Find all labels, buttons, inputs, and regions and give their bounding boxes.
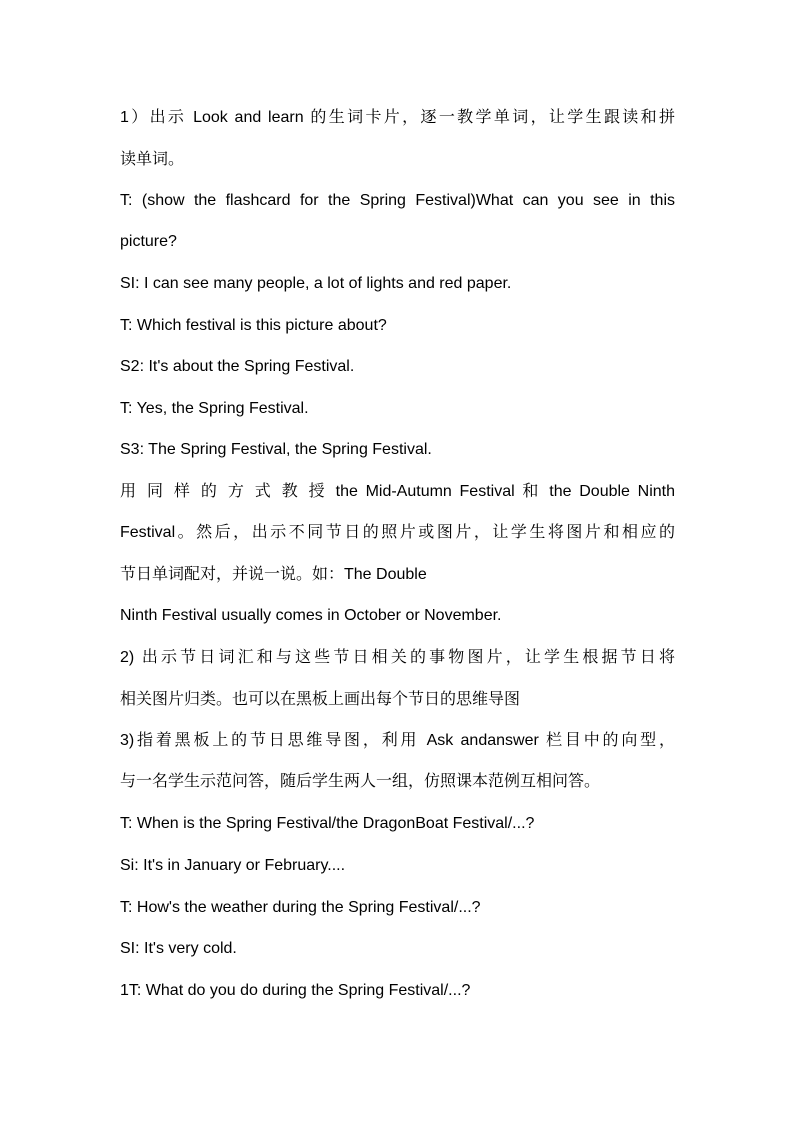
text-line-5: SI: I can see many people, a lot of lights and red paper. [120, 275, 512, 292]
text-line-19: Si: It's in January or February.... [120, 857, 346, 874]
text-line-16: 3)指着黑板上的节日思维导图，利用 Ask andanswer 栏目中的向型， [120, 732, 675, 749]
text-line-13: Ninth Festival usually comes in October or November. [120, 607, 502, 624]
text-line-2: 读单词。 [120, 151, 185, 168]
text-line-12: 节日单词配对，并说一说。如：The Double [120, 566, 427, 583]
text-line-22: 1T: What do you do during the Spring Festival/...? [120, 982, 471, 999]
text-line-1: 1）出示 Look and learn 的生词卡片，逐一教学单词，让学生跟读和拼 [120, 109, 675, 126]
text-line-17: 与一名学生示范问答，随后学生两人一组，仿照课本范例互相问答。 [120, 773, 601, 790]
text-line-7: S2: It's about the Spring Festival. [120, 358, 355, 375]
text-line-15: 相关图片归类。也可以在黑板上画出每个节日的思维导图 [120, 691, 521, 708]
text-line-8: T: Yes, the Spring Festival. [120, 400, 309, 417]
text-line-18: T: When is the Spring Festival/the DragonBoat Festival/...? [120, 815, 535, 832]
text-line-21: SI: It's very cold. [120, 940, 237, 957]
text-line-20: T: How's the weather during the Spring Festival/...? [120, 899, 481, 916]
text-line-11: Festival。然后，出示不同节日的照片或图片，让学生将图片和相应的 [120, 524, 675, 541]
text-line-10: 用 同 样 的 方 式 教 授 the Mid-Autumn Festival 和 the Double Ninth [120, 483, 675, 500]
text-line-14: 2) 出示节日词汇和与这些节日相关的事物图片，让学生根据节日将 [120, 649, 675, 666]
text-line-9: S3: The Spring Festival, the Spring Festival. [120, 441, 432, 458]
text-line-4: picture? [120, 233, 177, 250]
text-line-6: T: Which festival is this picture about? [120, 317, 387, 334]
text-line-3: T: (show the flashcard for the Spring Festival)What can you see in this [120, 192, 675, 209]
